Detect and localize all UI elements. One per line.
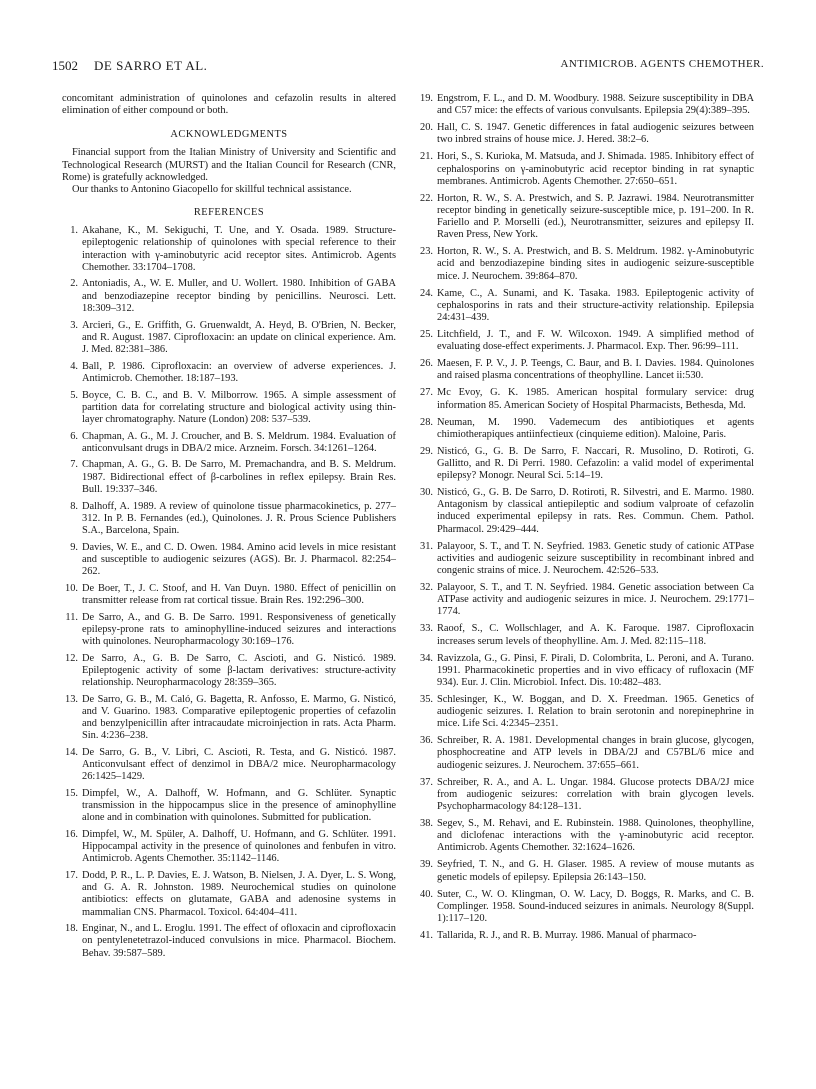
- reference-text: De Sarro, G. B., V. Libri, C. Ascioti, R. Testa, and G. Nisticó. 1987. Anticonvulsant effect of denzimol in DBA/2 mice. Neuropharmacology 26:1425–1429.: [82, 746, 396, 783]
- reference-number: 9.: [70, 541, 78, 553]
- reference-item: [417, 735, 754, 771]
- running-authors: DE SARRO ET AL.: [94, 58, 208, 73]
- reference-number: 37.: [420, 776, 433, 788]
- reference-item: [62, 694, 396, 743]
- reference-text: Palayoor, S. T., and T. N. Seyfried. 1983. Genetic study of cationic ATPase activities and audiogenic seizure susceptibility in recombinant inbred and congenic strains of mice. J. Neurochem. 42:526–533.: [437, 540, 754, 576]
- reference-number: 25.: [420, 329, 433, 340]
- reference-text: De Sarro, A., G. B. De Sarro, C. Ascioti, and G. Nisticó. 1989. Epileptogenic activity of some β-lactam derivatives: structure-activity relationship. Neuropharmacology 28:359–365.: [82, 652, 396, 688]
- reference-item: [417, 541, 754, 577]
- reference-text: Hall, C. S. 1947. Genetic differences in fatal audiogenic seizures between two inbred strains of house mice. J. Hered. 38:2–6.: [437, 122, 754, 146]
- reference-item: [62, 542, 396, 578]
- reference-item: [417, 387, 754, 411]
- reference-item: [417, 246, 754, 282]
- reference-number: 22.: [420, 192, 433, 204]
- acknowledgments-paragraph: Financial support from the Italian Ministry of University and Scientific and Technological Research (MURST) and the Italian Council for Research (CNR, Rome) is gratefully acknowledged.: [62, 147, 396, 183]
- reference-item: [417, 930, 754, 942]
- reference-text: Akahane, K., M. Sekiguchi, T. Une, and Y. Osada. 1989. Structure-epileptogenic relationship of quinolones with special reference to their interaction with γ-aminobutyric acid receptor sites. Antimicrob. Agents Chemother. 33:1704–1708.: [82, 225, 396, 273]
- reference-number: 19.: [420, 93, 433, 104]
- reference-item: [417, 417, 754, 441]
- reference-number: 27.: [420, 387, 433, 399]
- reference-text: Raoof, S., C. Wollschlager, and A. K. Faroque. 1987. Ciprofloxacin increases serum levels of theophylline. Am. J. Med. 82:115–118.: [437, 623, 754, 647]
- reference-text: Antoniadis, A., W. E. Muller, and U. Wollert. 1980. Inhibition of GABA and benzodiazepine receptor binding by penicillins. Neurosci. Lett. 18:309–312.: [82, 278, 396, 314]
- reference-item: [62, 431, 396, 455]
- reference-text: Kame, C., A. Sunami, and K. Tasaka. 1983. Epileptogenic activity of cephalosporins in rats and their structure-activity relationship. Epilepsia 24:431–439.: [437, 287, 754, 323]
- reference-number: 35.: [420, 693, 433, 705]
- reference-text: Palayoor, S. T., and T. N. Seyfried. 1984. Genetic association between Ca ATPase activity and audiogenic seizures in mice. J. Neurochem. 29:1771–1774.: [437, 582, 754, 618]
- reference-list-right: [417, 93, 754, 942]
- reference-item: [417, 653, 754, 689]
- reference-item: [417, 487, 754, 536]
- reference-text: Horton, R. W., S. A. Prestwich, and B. S. Meldrum. 1982. γ-Aminobutyric acid and benzodiazepine binding sites in audiogenic seizure-susceptible mice. J. Neurochem. 39:864–870.: [437, 246, 754, 282]
- reference-item: [62, 361, 396, 385]
- reference-item: [417, 623, 754, 647]
- reference-number: 30.: [420, 487, 433, 499]
- reference-item: [62, 747, 396, 783]
- reference-text: Schlesinger, K., W. Boggan, and D. X. Freedman. 1965. Genetics of audiogenic seizures. I. Relation to brain serotonin and norepinephrine in mice. Life Sci. 4:2345–2351.: [437, 693, 754, 730]
- reference-text: Schreiber, R. A., and A. L. Ungar. 1984. Glucose protects DBA/2J mice from audiogenic seizures: correlation with brain glycogen levels. Psychopharmacology 84:128–131.: [437, 776, 754, 812]
- reference-item: [62, 612, 396, 648]
- reference-item: [417, 358, 754, 382]
- page-number: 1502: [52, 58, 78, 73]
- reference-item: [417, 151, 754, 187]
- reference-text: Arcieri, G., E. Griffith, G. Gruenwaldt, A. Heyd, B. O'Brien, N. Becker, and R. August. 1987. Ciprofloxacin: an update on clinical experience. Am. J. Med. 82:381–386.: [82, 319, 396, 355]
- reference-item: [62, 788, 396, 824]
- reference-item: [62, 320, 396, 356]
- reference-text: Maesen, F. P. V., J. P. Teengs, C. Baur, and B. I. Davies. 1984. Quinolones and raised plasma concentrations of theophylline. Lancet ii:530.: [437, 358, 754, 382]
- reference-text: Segev, S., M. Rehavi, and E. Rubinstein. 1988. Quinolones, theophylline, and diclofenac interactions with the γ-aminobutyric acid receptor. Antimicrob. Agents Chemother. 32:1624–1626.: [437, 818, 754, 854]
- reference-list-left: [62, 225, 396, 960]
- reference-item: [417, 93, 754, 117]
- reference-number: 2.: [70, 278, 78, 290]
- reference-item: [62, 390, 396, 426]
- reference-number: 20.: [420, 122, 433, 134]
- reference-number: 13.: [65, 693, 78, 705]
- reference-text: Davies, W. E., and C. D. Owen. 1984. Amino acid levels in mice resistant and susceptible to audiogenic seizures (AGS). Br. J. Pharmacol. 82:254–262.: [82, 541, 396, 577]
- reference-item: [417, 193, 754, 242]
- reference-number: 12.: [65, 652, 78, 664]
- reference-number: 33.: [420, 623, 433, 635]
- reference-item: [417, 288, 754, 324]
- reference-number: 14.: [65, 746, 78, 758]
- reference-item: [417, 859, 754, 883]
- reference-text: Tallarida, R. J., and R. B. Murray. 1986. Manual of pharmaco-: [437, 929, 697, 941]
- reference-number: 8.: [70, 500, 78, 512]
- reference-item: [417, 122, 754, 146]
- reference-number: 11.: [65, 611, 78, 623]
- reference-item: [417, 446, 754, 482]
- reference-item: [417, 777, 754, 813]
- reference-number: 4.: [70, 360, 78, 372]
- reference-number: 21.: [420, 151, 433, 163]
- reference-number: 38.: [420, 818, 433, 830]
- reference-text: De Sarro, G. B., M. Caló, G. Bagetta, R. Anfosso, E. Marmo, G. Nisticó, and V. Guarino. 1983. Comparative epileptogenic properties of cefazolin and benzylpenicillin after intracaudate microinjection in rats. Acta Pharm. Sin. 4:236–238.: [82, 693, 396, 742]
- reference-item: [62, 870, 396, 919]
- acknowledgments-title: ACKNOWLEDGMENTS: [170, 129, 288, 141]
- reference-text: Seyfried, T. N., and G. H. Glaser. 1985. A review of mouse mutants as genetic models of epilepsy. Epilepsia 26:143–150.: [437, 859, 754, 883]
- reference-item: [62, 501, 396, 537]
- reference-text: Chapman, A. G., M. J. Croucher, and B. S. Meldrum. 1984. Evaluation of anticonvulsant drugs in DBA/2 mice. Arzneim. Forsch. 34:1261–1264.: [82, 430, 396, 454]
- reference-number: 26.: [420, 358, 433, 370]
- reference-text: Boyce, C. B. C., and B. V. Milborrow. 1965. A simple assessment of partition data for correlating structure and biological activity using thin-layer chromatography. Nature (London) 208: 537–539.: [82, 389, 396, 425]
- reference-text: Neuman, M. 1990. Vademecum des antibiotiques et agents chimiotherapiques antiinfectieux (cinquieme edition). Maloine, Paris.: [437, 416, 754, 440]
- reference-text: Enginar, N., and L. Eroglu. 1991. The effect of ofloxacin and ciprofloxacin on pentylenetetrazol-induced convulsions in mice. Pharmacol. Biochem. Behav. 39:587–589.: [82, 923, 396, 959]
- reference-item: [62, 278, 396, 314]
- reference-item: [62, 923, 396, 959]
- reference-number: 31.: [420, 540, 433, 552]
- reference-number: 32.: [420, 582, 433, 594]
- reference-number: 3.: [70, 319, 78, 331]
- reference-text: Hori, S., S. Kurioka, M. Matsuda, and J. Shimada. 1985. Inhibitory effect of cephalosporins on γ-aminobutyric acid receptor binding in rat synaptic membranes. Antimicrob. Agents Chemother. 27:650–651.: [437, 151, 754, 187]
- reference-number: 24.: [420, 287, 433, 299]
- reference-text: Chapman, A. G., G. B. De Sarro, M. Premachandra, and B. S. Meldrum. 1987. Bidirectional effect of β-carbolines in reflex epilepsy. Brain Res. Bull. 19:337–346.: [82, 459, 396, 495]
- reference-text: Nisticó, G., G. B. De Sarro, F. Naccari, R. Musolino, D. Rotiroti, G. Gallitto, and R. Di Perri. 1980. Cefazolin: a valid model of experimental epilepsy? Monogr. Neural Sci. 5:14–19.: [437, 445, 754, 482]
- reference-text: Dimpfel, W., A. Dalhoff, W. Hofmann, and G. Schlüter. Synaptic transmission in the hippocampus slice in the presence of aminophylline alone and in combination with quinolones. Submitted for publication.: [82, 787, 396, 824]
- right-column: [417, 93, 754, 947]
- reference-number: 29.: [420, 445, 433, 457]
- reference-item: [417, 582, 754, 618]
- reference-text: Mc Evoy, G. K. 1985. American hospital formulary service: drug information 85. American Society of Hospital Pharmacists, Bethesda, Md.: [437, 387, 754, 411]
- left-column: [62, 93, 396, 964]
- reference-text: Ravizzola, G., G. Pinsi, F. Pirali, D. Colombrita, L. Peroni, and A. Turano. 1991. Pharmacokinetic properties and in vivo efficacy of rufloxacin (MF 934). Eur. J. Clin. Microbiol. Infect. Dis. 10:482–483.: [437, 652, 754, 688]
- reference-number: 15.: [65, 787, 78, 799]
- reference-text: De Sarro, A., and G. B. De Sarro. 1991. Responsiveness of genetically epilepsy-prone rats to aminophylline-induced seizures and interactions with quinolones. Neuropharmacology 30:169–176.: [82, 611, 396, 647]
- journal-name: ANTIMICROB. AGENTS CHEMOTHER.: [560, 58, 764, 70]
- intro-paragraph: concomitant administration of quinolones and cefazolin results in altered elimination of either compound or both.: [62, 93, 396, 117]
- reference-item: [62, 829, 396, 865]
- reference-number: 7.: [70, 459, 78, 471]
- reference-item: [417, 694, 754, 730]
- reference-text: Engstrom, F. L., and D. M. Woodbury. 1988. Seizure susceptibility in DBA and C57 mice: the effects of various convulsants. Epilepsia 29(4):389–395.: [437, 93, 754, 117]
- reference-number: 40.: [420, 888, 433, 900]
- reference-text: Dimpfel, W., M. Spüler, A. Dalhoff, U. Hofmann, and G. Schlüter. 1991. Hippocampal activity in the presence of quinolones and fenbufen in vitro. Antimicrob. Agents Chemother. 35:1142–1146.: [82, 829, 396, 865]
- reference-number: 6.: [70, 430, 78, 442]
- reference-text: Dodd, P. R., L. P. Davies, E. J. Watson, B. Nielsen, J. A. Dyer, L. S. Wong, and G. A. R. Johnston. 1989. Neurochemical studies on quinolone antibiotics: effects on glutamate, GABA and adenosine systems in mammalian CNS. Pharmacol. Toxicol. 64:404–411.: [82, 870, 396, 918]
- reference-item: [417, 818, 754, 854]
- reference-text: Schreiber, R. A. 1981. Developmental changes in brain glucose, glycogen, phosphocreatine and ATP levels in DBA/2J and C57BL/6 mice and audiogenic seizures. J. Neurochem. 37:655–661.: [437, 735, 754, 771]
- reference-item: [62, 653, 396, 689]
- reference-item: [417, 889, 754, 925]
- references-title: REFERENCES: [193, 207, 265, 219]
- reference-text: Nisticó, G., G. B. De Sarro, D. Rotiroti, R. Silvestri, and E. Marmo. 1980. Antagonism by classical antiepileptic and sodium valproate of cefazolin induced experimental epilepsy in rats. Res. Commun. Chem. Pathol. Pharmacol. 29:429–444.: [437, 487, 754, 535]
- reference-text: Horton, R. W., S. A. Prestwich, and S. P. Jazrawi. 1984. Neurotransmitter receptor binding in genetically seizure-susceptible mice, p. 191–200. In R. Fariello and P. Morselli (ed.), Neurotransmitter, seizures and epilepsy II. Raven Press, New York.: [437, 192, 754, 241]
- reference-number: 36.: [420, 735, 433, 747]
- reference-number: 1.: [70, 225, 78, 237]
- reference-number: 39.: [420, 859, 433, 871]
- reference-number: 16.: [65, 829, 78, 841]
- reference-item: [417, 329, 754, 353]
- reference-number: 28.: [420, 416, 433, 428]
- reference-text: Ball, P. 1986. Ciprofloxacin: an overview of adverse experiences. J. Antimicrob. Chemother. 18:187–193.: [82, 360, 396, 384]
- reference-number: 18.: [65, 923, 78, 935]
- reference-item: [62, 459, 396, 495]
- reference-text: Suter, C., W. O. Klingman, O. W. Lacy, D. Boggs, R. Marks, and C. B. Complinger. 1958. Sound-induced seizures in animals. Neurology 8(Suppl. 1):117–120.: [437, 888, 754, 924]
- reference-text: Litchfield, J. T., and F. W. Wilcoxon. 1949. A simplified method of evaluating dose-effect experiments. J. Pharmacol. Exp. Ther. 96:99–111.: [437, 329, 754, 353]
- reference-number: 10.: [65, 582, 78, 594]
- reference-number: 17.: [65, 870, 78, 882]
- running-header: [52, 58, 764, 78]
- reference-number: 41.: [420, 929, 433, 941]
- reference-item: [62, 583, 396, 607]
- reference-text: Dalhoff, A. 1989. A review of quinolone tissue pharmacokinetics, p. 277–312. In P. B. Fernandes (ed.), Quinolones. J. R. Prous Science Publishers S.A., Barcelona, Spain.: [82, 500, 396, 536]
- reference-number: 34.: [420, 652, 433, 664]
- acknowledgments-paragraph: Our thanks to Antonino Giacopello for skillful technical assistance.: [72, 183, 352, 195]
- reference-item: [62, 225, 396, 274]
- reference-number: 5.: [70, 389, 78, 401]
- reference-number: 23.: [420, 246, 433, 258]
- reference-text: De Boer, T., J. C. Stoof, and H. Van Duyn. 1980. Effect of penicillin on transmitter release from rat cortical tissue. Brain Res. 192:296–300.: [82, 582, 396, 606]
